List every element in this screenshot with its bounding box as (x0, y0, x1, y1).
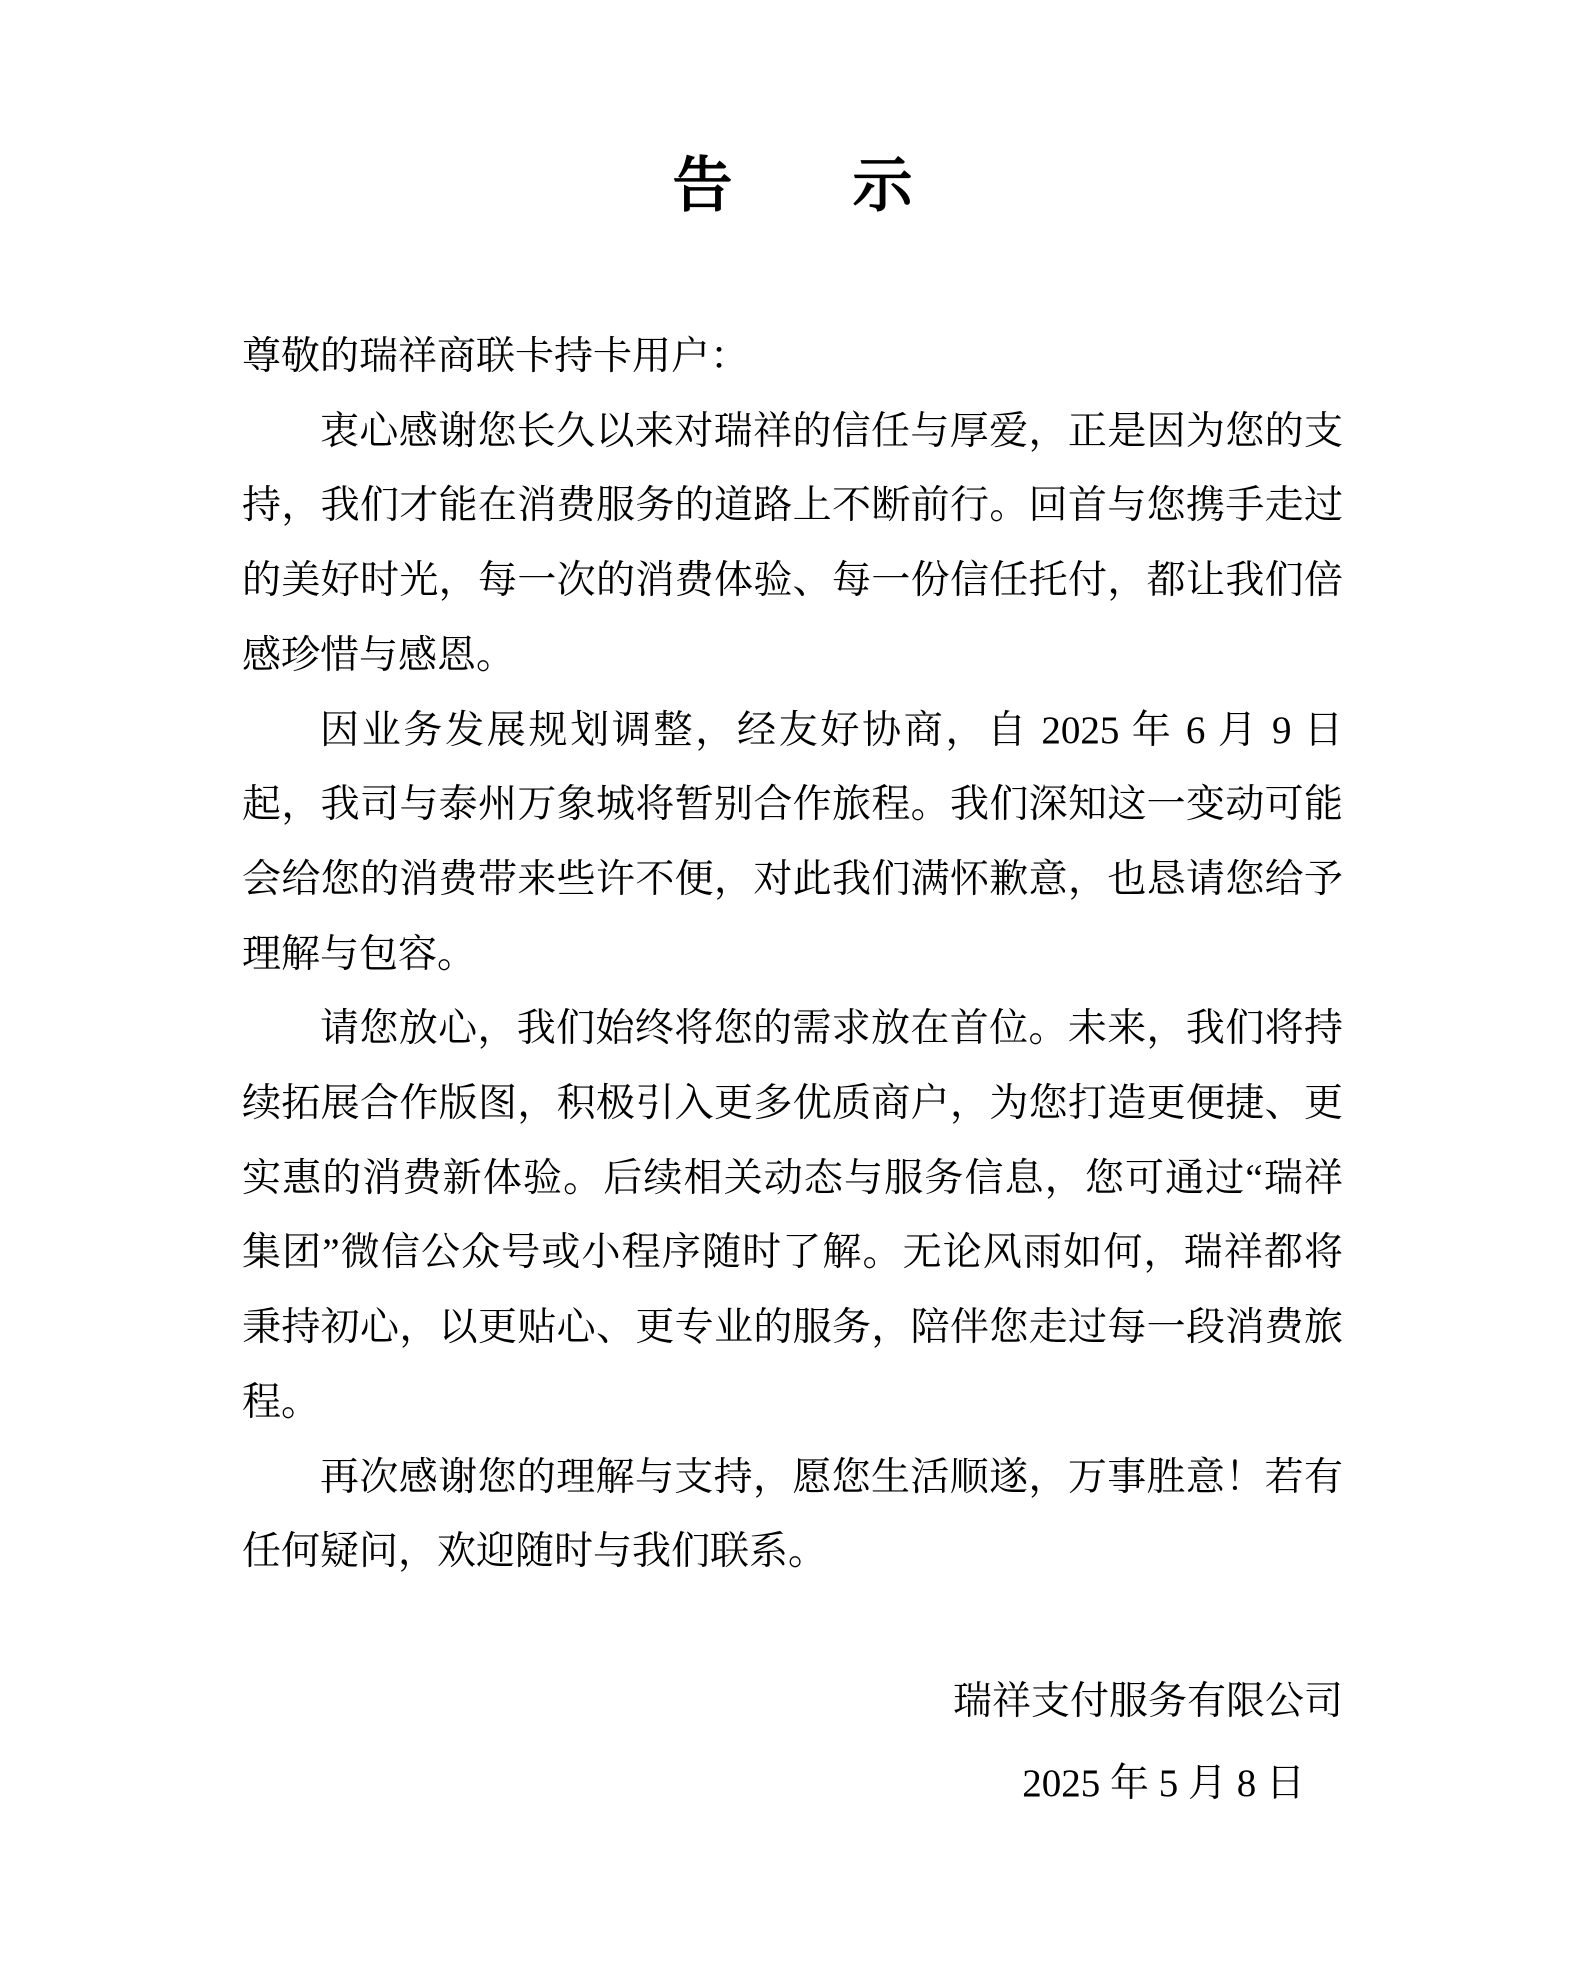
body-line: 感珍惜与感恩。 (242, 633, 516, 677)
body-line: 会给您的消费带来些许不便，对此我们满怀歉意，也恳请您给予 (242, 857, 1343, 901)
salutation-line: 尊敬的瑞祥商联卡持卡用户： (242, 335, 750, 378)
body-line: 任何疑问，欢迎随时与我们联系。 (242, 1530, 828, 1574)
signature-company: 瑞祥支付服务有限公司 (952, 1679, 1343, 1723)
signature-date: 2025 年 5 月 8 日 (1022, 1762, 1305, 1806)
body-line: 再次感谢您的理解与支持，愿您生活顺遂，万事胜意！若有 (320, 1455, 1343, 1499)
body-line: 理解与包容。 (242, 932, 477, 976)
body-line: 因业务发展规划调整，经友好协商，自 2025 年 6 月 9 日 (320, 708, 1343, 752)
document-body (242, 395, 1343, 1590)
body-line: 的美好时光，每一次的消费体验、每一份信任托付，都让我们倍 (242, 559, 1343, 603)
body-line: 程。 (242, 1380, 321, 1424)
body-line: 起，我司与泰州万象城将暂别合作旅程。我们深知这一变动可能 (242, 783, 1343, 827)
notice-content (242, 0, 1343, 1822)
body-line: 衷心感谢您长久以来对瑞祥的信任与厚爱，正是因为您的支 (320, 409, 1343, 453)
body-line: 续拓展合作版图，积极引入更多优质商户，为您打造更便捷、更 (242, 1082, 1343, 1126)
body-line: 持，我们才能在消费服务的道路上不断前行。回首与您携手走过 (242, 484, 1343, 528)
body-line: 实惠的消费新体验。后续相关动态与服务信息，您可通过“瑞祥 (242, 1156, 1343, 1200)
body-line: 集团”微信公众号或小程序随时了解。无论风雨如何，瑞祥都将 (242, 1231, 1343, 1275)
body-line: 秉持初心，以更贴心、更专业的服务，陪伴您走过每一段消费旅 (242, 1306, 1343, 1350)
body-line: 请您放心，我们始终将您的需求放在首位。未来，我们将持 (320, 1007, 1343, 1051)
document-title: 告 示 (672, 153, 913, 219)
